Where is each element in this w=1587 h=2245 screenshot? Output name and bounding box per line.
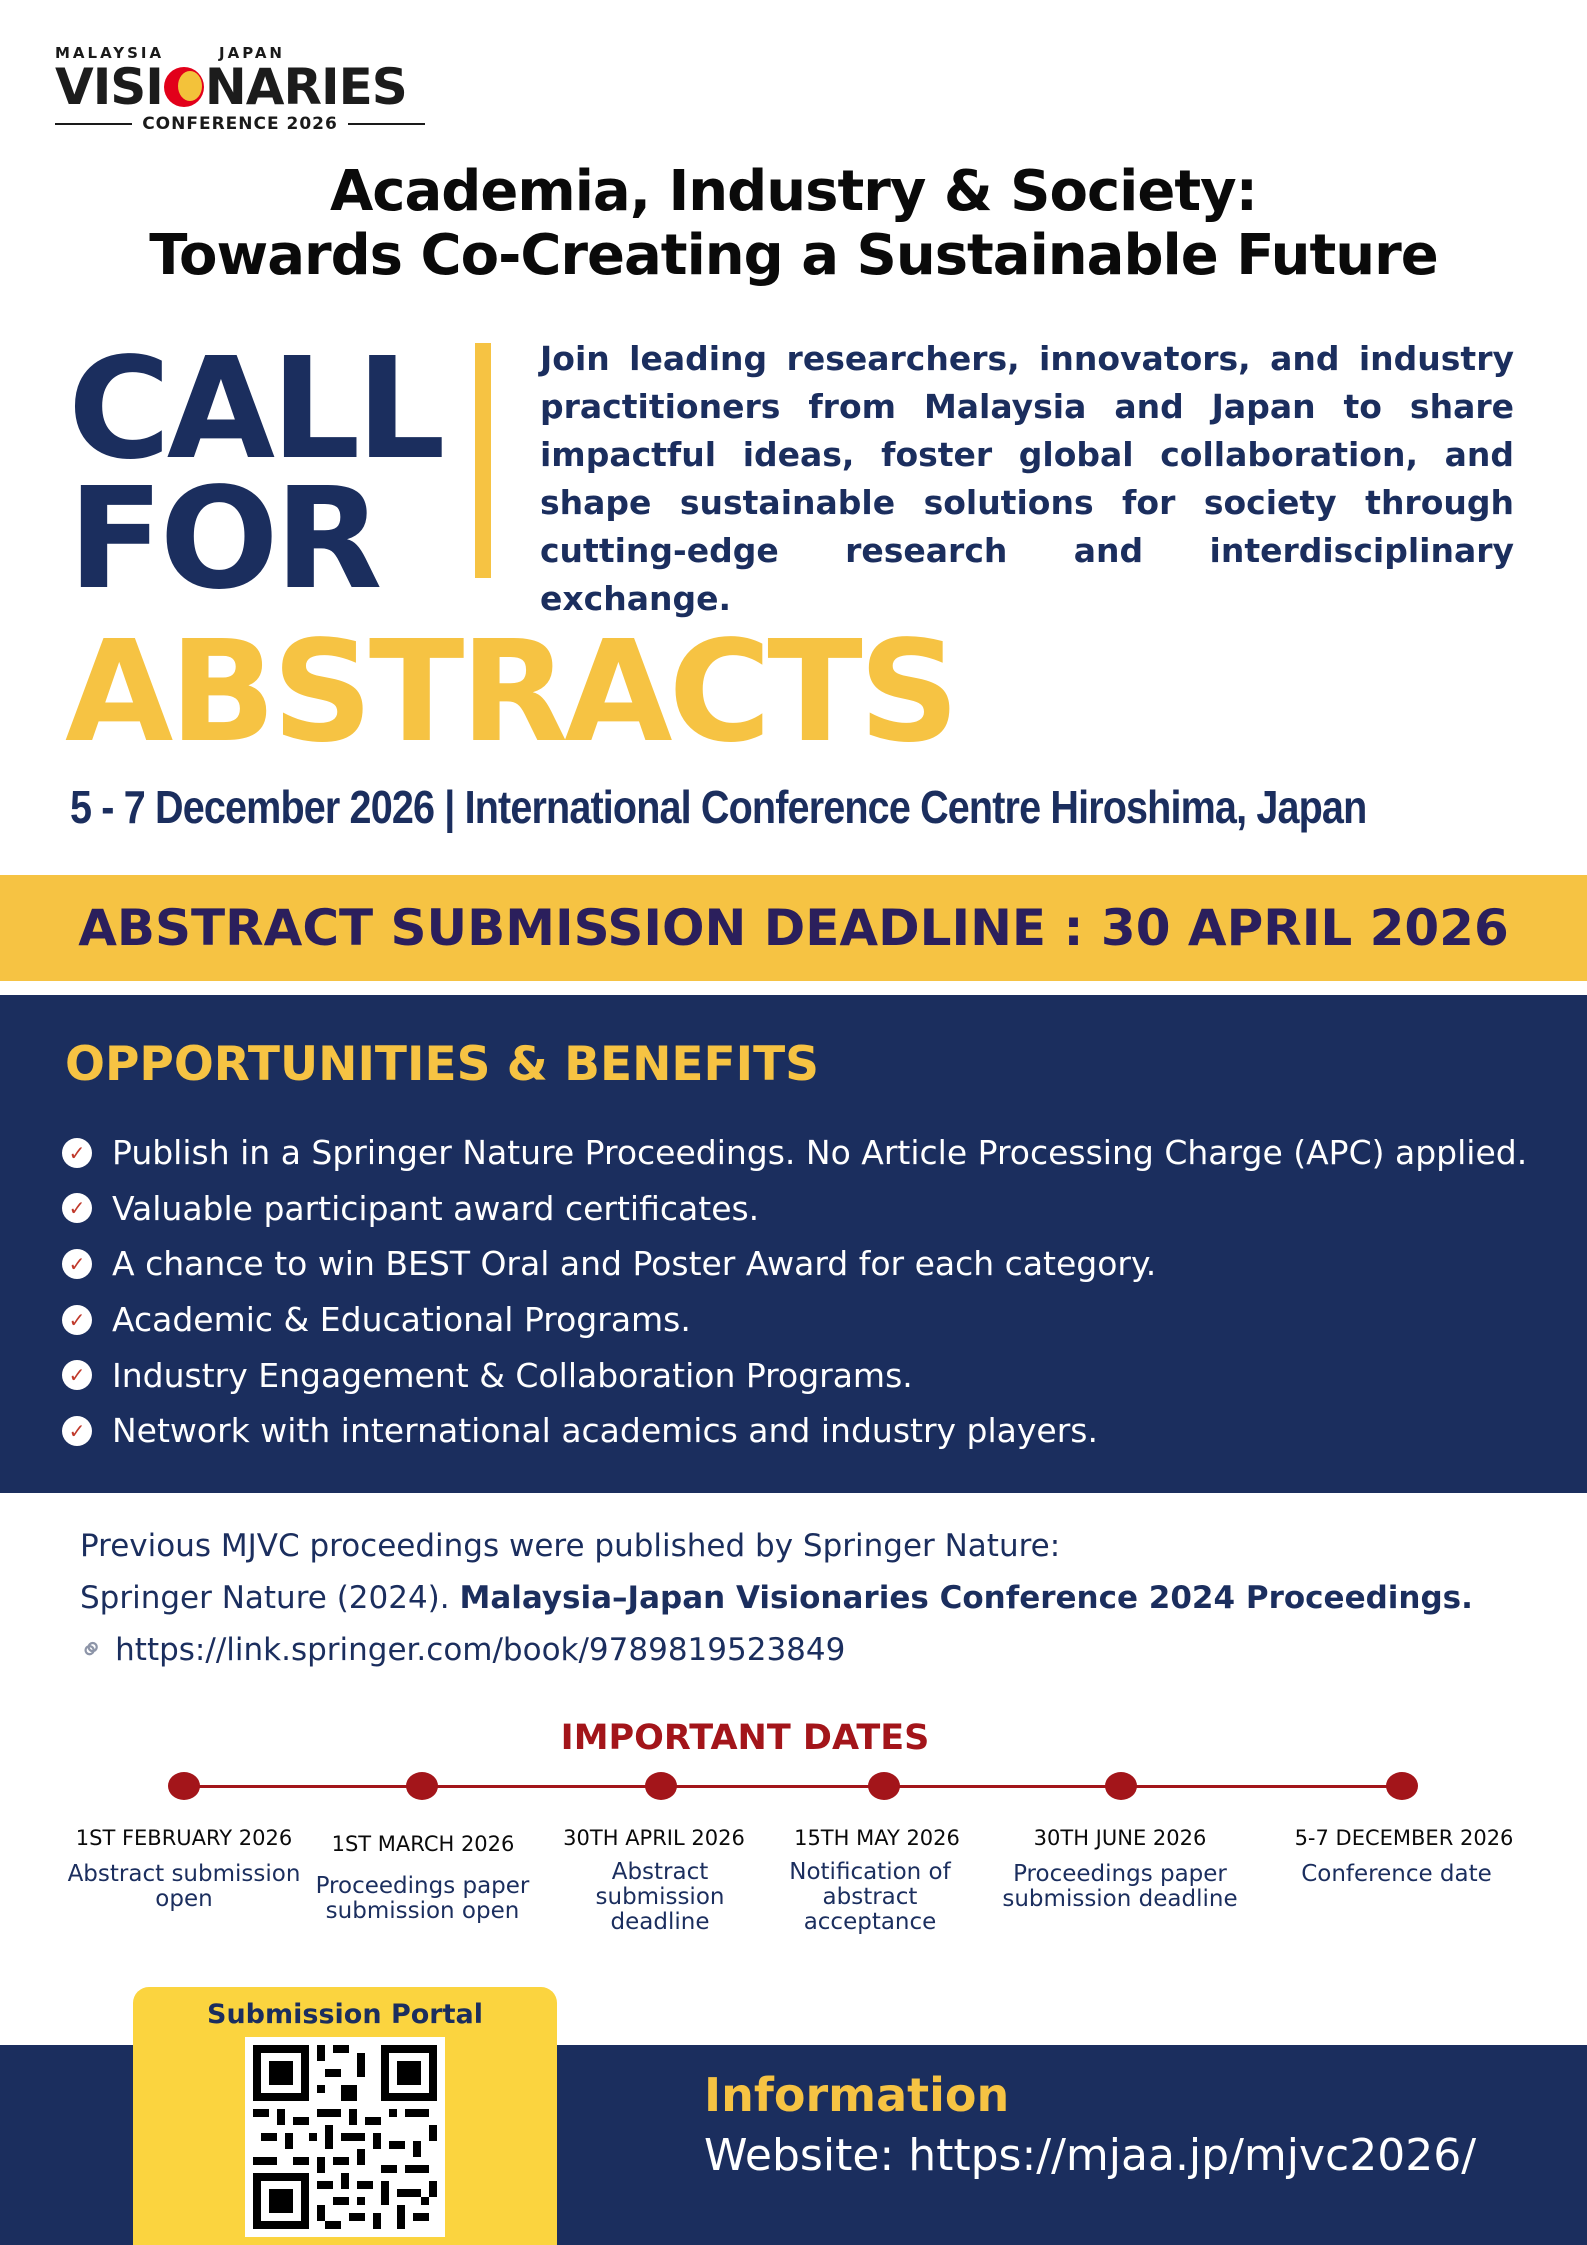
- list-item: [62, 1292, 1527, 1348]
- conference-logo: [55, 44, 425, 132]
- logo-divider: [348, 123, 425, 125]
- headline-call-for: [68, 328, 442, 621]
- logo-wordmark: [55, 58, 425, 116]
- submission-portal-card[interactable]: [133, 1987, 557, 2245]
- proceedings-link[interactable]: https://link.springer.com/book/9789819523849: [115, 1632, 846, 1668]
- timeline-date: 30TH APRIL 2026: [563, 1826, 745, 1850]
- timeline-dot: [1105, 1772, 1137, 1800]
- qr-code-icon: [245, 2037, 445, 2237]
- check-icon: ✓: [62, 1305, 92, 1335]
- benefit-text: Publish in a Springer Nature Proceedings. No Article Processing Charge (APC) applied.: [112, 1133, 1528, 1173]
- timeline-date: 15TH MAY 2026: [794, 1826, 960, 1850]
- timeline-date: 1ST MARCH 2026: [331, 1832, 515, 1856]
- check-icon: ✓: [62, 1249, 92, 1279]
- previous-citation: [80, 1572, 1530, 1624]
- timeline-dot: [868, 1772, 900, 1800]
- conference-theme: [0, 160, 1587, 288]
- timeline-date: 30TH JUNE 2026: [1033, 1826, 1207, 1850]
- check-icon: ✓: [62, 1193, 92, 1223]
- theme-line-1: Academia, Industry & Society:: [329, 159, 1258, 224]
- timeline-dot: [645, 1772, 677, 1800]
- benefit-text: Network with international academics and industry players.: [112, 1411, 1098, 1451]
- event-date-venue: 5 - 7 December 2026 | International Conference Centre Hiroshima, Japan: [70, 781, 1367, 833]
- check-icon: ✓: [62, 1360, 92, 1390]
- website-link[interactable]: Website: https://mjaa.jp/mjvc2026/: [704, 2130, 1477, 2181]
- timeline-desc: Abstract submission deadline: [595, 1859, 725, 1935]
- timeline-dot: [406, 1772, 438, 1800]
- proceedings-link-row[interactable]: [70, 1624, 1530, 1676]
- portal-label: Submission Portal: [207, 1999, 483, 2030]
- check-icon: ✓: [62, 1416, 92, 1446]
- deadline-text: ABSTRACT SUBMISSION DEADLINE : 30 APRIL 2026: [78, 899, 1509, 957]
- intro-paragraph: Join leading researchers, innovators, and industry practitioners from Malaysia and Japan to share impactful ideas, foster global collaboration, and shape sustainable solutions for society through cutting-edge research and interdisciplinary exchange.: [540, 339, 1514, 618]
- logo-subtitle: CONFERENCE 2026: [142, 114, 338, 134]
- previous-proceedings: [70, 1520, 1530, 1676]
- logo-country-malaysia: MALAYSIA: [55, 44, 165, 62]
- citation-publisher: Springer Nature (2024).: [80, 1580, 460, 1616]
- timeline-desc: Conference date: [1301, 1861, 1492, 1887]
- headline-for: FOR: [68, 458, 379, 621]
- deadline-banner: [0, 875, 1587, 981]
- headline-call: CALL: [68, 328, 442, 491]
- information-title: Information: [704, 2068, 1010, 2122]
- accent-bar: [475, 343, 491, 578]
- logo-emblem-icon: [164, 67, 204, 107]
- qr-code[interactable]: [245, 2037, 445, 2237]
- timeline-desc: Notification of abstract acceptance: [789, 1859, 951, 1935]
- timeline-dot: [1386, 1772, 1418, 1800]
- logo-name-part2: NARIES: [204, 58, 407, 116]
- timeline-line: [180, 1785, 1405, 1788]
- benefit-text: Valuable participant award certificates.: [112, 1188, 760, 1228]
- opportunities-title: OPPORTUNITIES & BENEFITS: [65, 1037, 820, 1092]
- list-item: [62, 1403, 1527, 1459]
- logo-country-japan: JAPAN: [219, 44, 285, 62]
- theme-line-2: Towards Co-Creating a Sustainable Future: [149, 223, 1438, 288]
- timeline-dot: [168, 1772, 200, 1800]
- important-dates-title: IMPORTANT DATES: [560, 1718, 930, 1758]
- list-item: [62, 1347, 1527, 1403]
- opportunities-section: [0, 995, 1587, 1493]
- benefit-text: A chance to win BEST Oral and Poster Award for each category.: [112, 1244, 1157, 1284]
- logo-subtitle-row: [55, 114, 425, 134]
- list-item: [62, 1236, 1527, 1292]
- benefits-list: [62, 1125, 1527, 1459]
- list-item: [62, 1125, 1527, 1181]
- benefit-text: Academic & Educational Programs.: [112, 1300, 691, 1340]
- timeline-desc: Proceedings paper submission deadline: [1002, 1861, 1238, 1912]
- check-icon: ✓: [62, 1138, 92, 1168]
- timeline-desc: Proceedings paper submission open: [315, 1873, 530, 1924]
- timeline-desc: Abstract submission open: [67, 1861, 301, 1912]
- link-icon: ⚭: [70, 1628, 114, 1671]
- logo-divider: [55, 123, 132, 125]
- benefit-text: Industry Engagement & Collaboration Programs.: [112, 1355, 913, 1395]
- citation-title: Malaysia–Japan Visionaries Conference 2024 Proceedings.: [459, 1580, 1473, 1616]
- logo-name-part1: VISI: [55, 58, 163, 116]
- timeline-date: 1ST FEBRUARY 2026: [75, 1826, 293, 1850]
- list-item: [62, 1181, 1527, 1237]
- headline-abstracts: ABSTRACTS: [65, 611, 956, 774]
- previous-intro: Previous MJVC proceedings were published by Springer Nature:: [80, 1528, 1061, 1564]
- timeline-date: 5-7 DECEMBER 2026: [1294, 1826, 1514, 1850]
